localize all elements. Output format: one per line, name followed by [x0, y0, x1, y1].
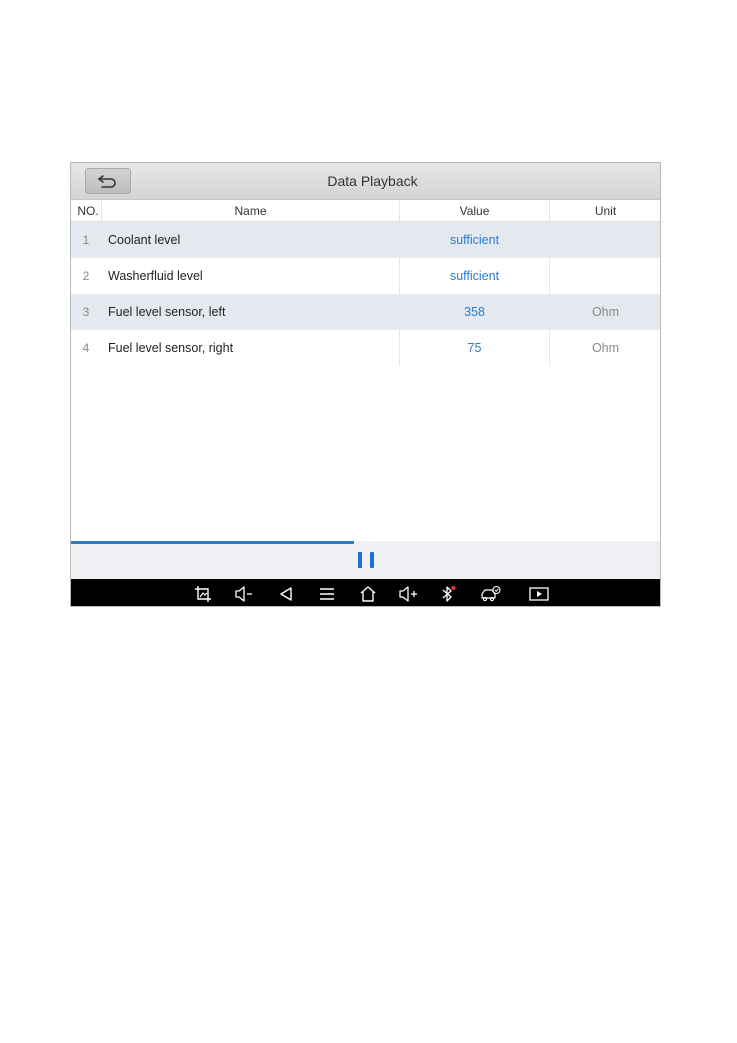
device-screen — [70, 162, 661, 607]
progress-track[interactable] — [71, 541, 660, 544]
home-icon[interactable] — [358, 584, 378, 603]
row-name: Coolant level — [101, 222, 399, 258]
playback-bar — [71, 541, 660, 579]
pause-icon — [370, 552, 374, 568]
table-row[interactable] — [71, 294, 660, 330]
row-value: 75 — [399, 330, 549, 366]
row-unit — [549, 258, 661, 294]
screenshot-icon[interactable] — [193, 584, 213, 603]
screen-record-icon[interactable] — [529, 584, 549, 603]
menu-icon[interactable] — [317, 584, 337, 603]
volume-up-icon[interactable] — [398, 584, 418, 603]
row-no: 2 — [82, 269, 90, 283]
header-name: Name — [101, 200, 399, 221]
row-no: 4 — [82, 341, 90, 355]
title-bar — [71, 163, 660, 200]
header-unit: Unit — [549, 200, 661, 221]
row-name: Washerfluid level — [101, 258, 399, 294]
table-row[interactable] — [71, 222, 660, 258]
vehicle-connection-icon[interactable] — [480, 584, 502, 603]
back-icon[interactable] — [276, 584, 296, 603]
row-value: 358 — [399, 294, 549, 330]
row-name: Fuel level sensor, left — [101, 294, 399, 330]
data-table — [71, 222, 660, 366]
table-row[interactable] — [71, 258, 660, 294]
row-unit — [549, 222, 661, 258]
pause-icon — [358, 552, 362, 568]
row-no: 3 — [82, 305, 90, 319]
row-unit: Ohm — [549, 294, 661, 330]
back-button[interactable] — [85, 168, 131, 194]
return-arrow-icon — [97, 174, 119, 188]
row-unit: Ohm — [549, 330, 661, 366]
system-navbar — [71, 579, 660, 607]
bluetooth-icon[interactable] — [438, 584, 458, 603]
header-no: NO. — [77, 203, 99, 218]
row-no: 1 — [82, 233, 90, 247]
page-title: Data Playback — [327, 173, 418, 189]
volume-down-icon[interactable] — [234, 584, 254, 603]
progress-fill — [71, 541, 354, 544]
pause-button[interactable] — [358, 552, 374, 570]
table-header — [71, 200, 660, 222]
row-value: sufficient — [399, 258, 549, 294]
row-value: sufficient — [399, 222, 549, 258]
header-value: Value — [399, 200, 549, 221]
row-name: Fuel level sensor, right — [101, 330, 399, 366]
table-row[interactable] — [71, 330, 660, 366]
